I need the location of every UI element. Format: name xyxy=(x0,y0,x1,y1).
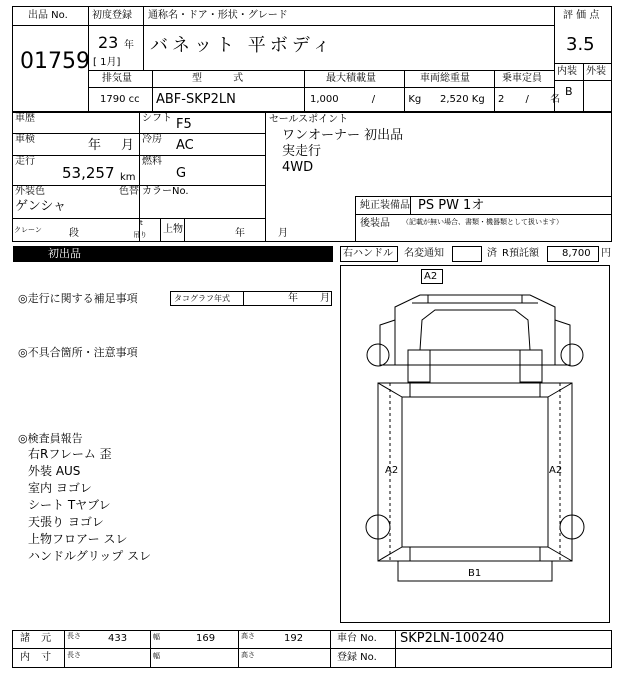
first-reg-year: 23 xyxy=(98,33,119,52)
max-load-label: 最大積載量 xyxy=(326,73,376,84)
color-label: 外装色 xyxy=(15,186,45,197)
standard-equipment-label: 純正装備品 xyxy=(360,200,410,211)
inspection-year: 年 xyxy=(88,138,102,153)
model-name-label: 通称名・ドア・形状・グレード xyxy=(148,10,288,21)
footer-frame xyxy=(12,630,612,668)
inner-length-label: 長さ xyxy=(67,651,81,659)
lot-no-label: 出品 No. xyxy=(28,10,68,21)
chassis-number: SKP2LN-100240 xyxy=(400,631,505,646)
name-change-box xyxy=(452,246,482,262)
body-year: 年 xyxy=(235,228,245,239)
gross-weight-label: 車両総重量 xyxy=(420,73,470,84)
body-label: 上物 xyxy=(163,224,183,235)
interior-grade: B xyxy=(565,85,573,98)
mileage-label: 走行 xyxy=(15,156,35,167)
inspector-line: 室内 ヨゴレ xyxy=(28,481,92,495)
lot-no: 01759 xyxy=(20,49,90,74)
reg-no-label: 登録 No. xyxy=(337,652,377,663)
damage-mark: A2 xyxy=(385,465,399,476)
standard-equipment: PS PW 1オ xyxy=(418,198,485,213)
mileage-unit: km xyxy=(120,172,136,183)
first-reg-year-unit: 年 xyxy=(124,40,134,51)
height-label: 高さ xyxy=(241,632,255,640)
width: 169 xyxy=(196,633,216,644)
exterior-label: 外装 xyxy=(586,66,606,77)
crane-ton: t xyxy=(140,219,143,227)
inner-dims-label: 内 寸 xyxy=(20,652,56,663)
tachograph-month: 月 xyxy=(320,293,330,304)
yen-label: 円 xyxy=(601,248,611,259)
inspection-month: 月 xyxy=(121,138,135,153)
type: ABF-SKP2LN xyxy=(156,92,236,107)
inspection-label: 車検 xyxy=(15,134,35,145)
damage-mark: A2 xyxy=(424,271,438,282)
height: 192 xyxy=(284,633,304,644)
inspector-report-list xyxy=(28,446,151,565)
defects-label: ◎不具合箇所・注意事項 xyxy=(18,346,138,359)
aftermarket-note: （記載が無い場合、書類・機器類として扱います） xyxy=(402,218,563,226)
tachograph-label: タコグラフ年式 xyxy=(174,294,230,303)
gross-weight: 2,520 Kg xyxy=(440,94,485,105)
inspector-line: ハンドルグリップ スレ xyxy=(28,549,152,563)
first-listing-text: 初出品 xyxy=(48,247,81,260)
model-name: バネット 平ボディ xyxy=(150,35,335,56)
capacity: 2 / 名 xyxy=(498,94,561,105)
sales-point-line: 実走行 xyxy=(282,144,322,159)
first-reg-label: 初度登録 xyxy=(92,10,132,21)
score: 3.5 xyxy=(566,34,595,55)
tachograph-year: 年 xyxy=(288,293,298,304)
width-label: 幅 xyxy=(153,633,160,641)
fuel-label: 燃料 xyxy=(142,156,162,167)
color-code-label: カラーNo. xyxy=(142,186,189,197)
interior-label: 内装 xyxy=(557,66,577,77)
name-change-label: 名変通知 xyxy=(404,248,444,259)
ac-value: AC xyxy=(176,138,194,153)
inspector-line: シート Tヤブレ xyxy=(28,498,111,512)
crane-step: 段 xyxy=(69,228,79,239)
type-label: 型 式 xyxy=(192,73,258,84)
recycle-deposit: 8,700 xyxy=(562,248,591,259)
recycle-deposit-label: R預託額 xyxy=(502,248,539,259)
inspector-line: 上物フロアー スレ xyxy=(28,532,128,546)
displacement: 1790 cc xyxy=(100,94,140,105)
first-reg-month: [ 1月] xyxy=(93,57,121,68)
shift-value: F5 xyxy=(176,117,192,132)
mileage-value: 53,257 xyxy=(62,164,115,182)
max-load: 1,000 / Kg xyxy=(310,94,422,105)
driving-notes-label: ◎走行に関する補足事項 xyxy=(18,292,138,305)
inspector-line: 外装 AUS xyxy=(28,464,81,478)
length-label: 長さ xyxy=(67,632,81,640)
steering: 右ハンドル xyxy=(343,248,393,259)
ac-label: 冷房 xyxy=(142,134,162,145)
body-month: 月 xyxy=(278,228,288,239)
shift-label: シフト xyxy=(142,113,172,124)
sales-points-label: セールスポイント xyxy=(269,114,349,125)
color-no-label: 色替 xyxy=(119,186,139,197)
color-value: ゲンシャ xyxy=(15,199,67,214)
sales-points-list xyxy=(282,128,403,176)
inner-height-label: 高さ xyxy=(241,651,255,659)
aftermarket-label: 後装品 xyxy=(360,218,390,229)
fuel-value: G xyxy=(176,166,187,181)
crane-label: クレーン xyxy=(14,226,42,234)
damage-mark: B1 xyxy=(468,568,482,579)
inner-width-label: 幅 xyxy=(153,652,160,660)
displacement-label: 排気量 xyxy=(102,73,132,84)
chassis-label: 車台 No. xyxy=(337,633,377,644)
damage-mark: A2 xyxy=(549,465,563,476)
score-label: 評 価 点 xyxy=(563,10,600,21)
crane-hang: 吊り xyxy=(133,231,147,239)
inspector-line: 右Rフレーム 歪 xyxy=(28,447,112,461)
dims-label: 諸 元 xyxy=(20,633,56,644)
recycle-label: 済 xyxy=(487,248,497,259)
capacity-label: 乗車定員 xyxy=(502,73,542,84)
sales-point-line: 4WD xyxy=(282,160,314,175)
length: 433 xyxy=(108,633,128,644)
inspector-report-label: ◎検査員報告 xyxy=(18,432,83,445)
inspector-line: 天張り ヨゴレ xyxy=(28,515,104,529)
sales-point-line: ワンオーナー 初出品 xyxy=(282,128,404,143)
history-label: 車歴 xyxy=(15,113,35,124)
